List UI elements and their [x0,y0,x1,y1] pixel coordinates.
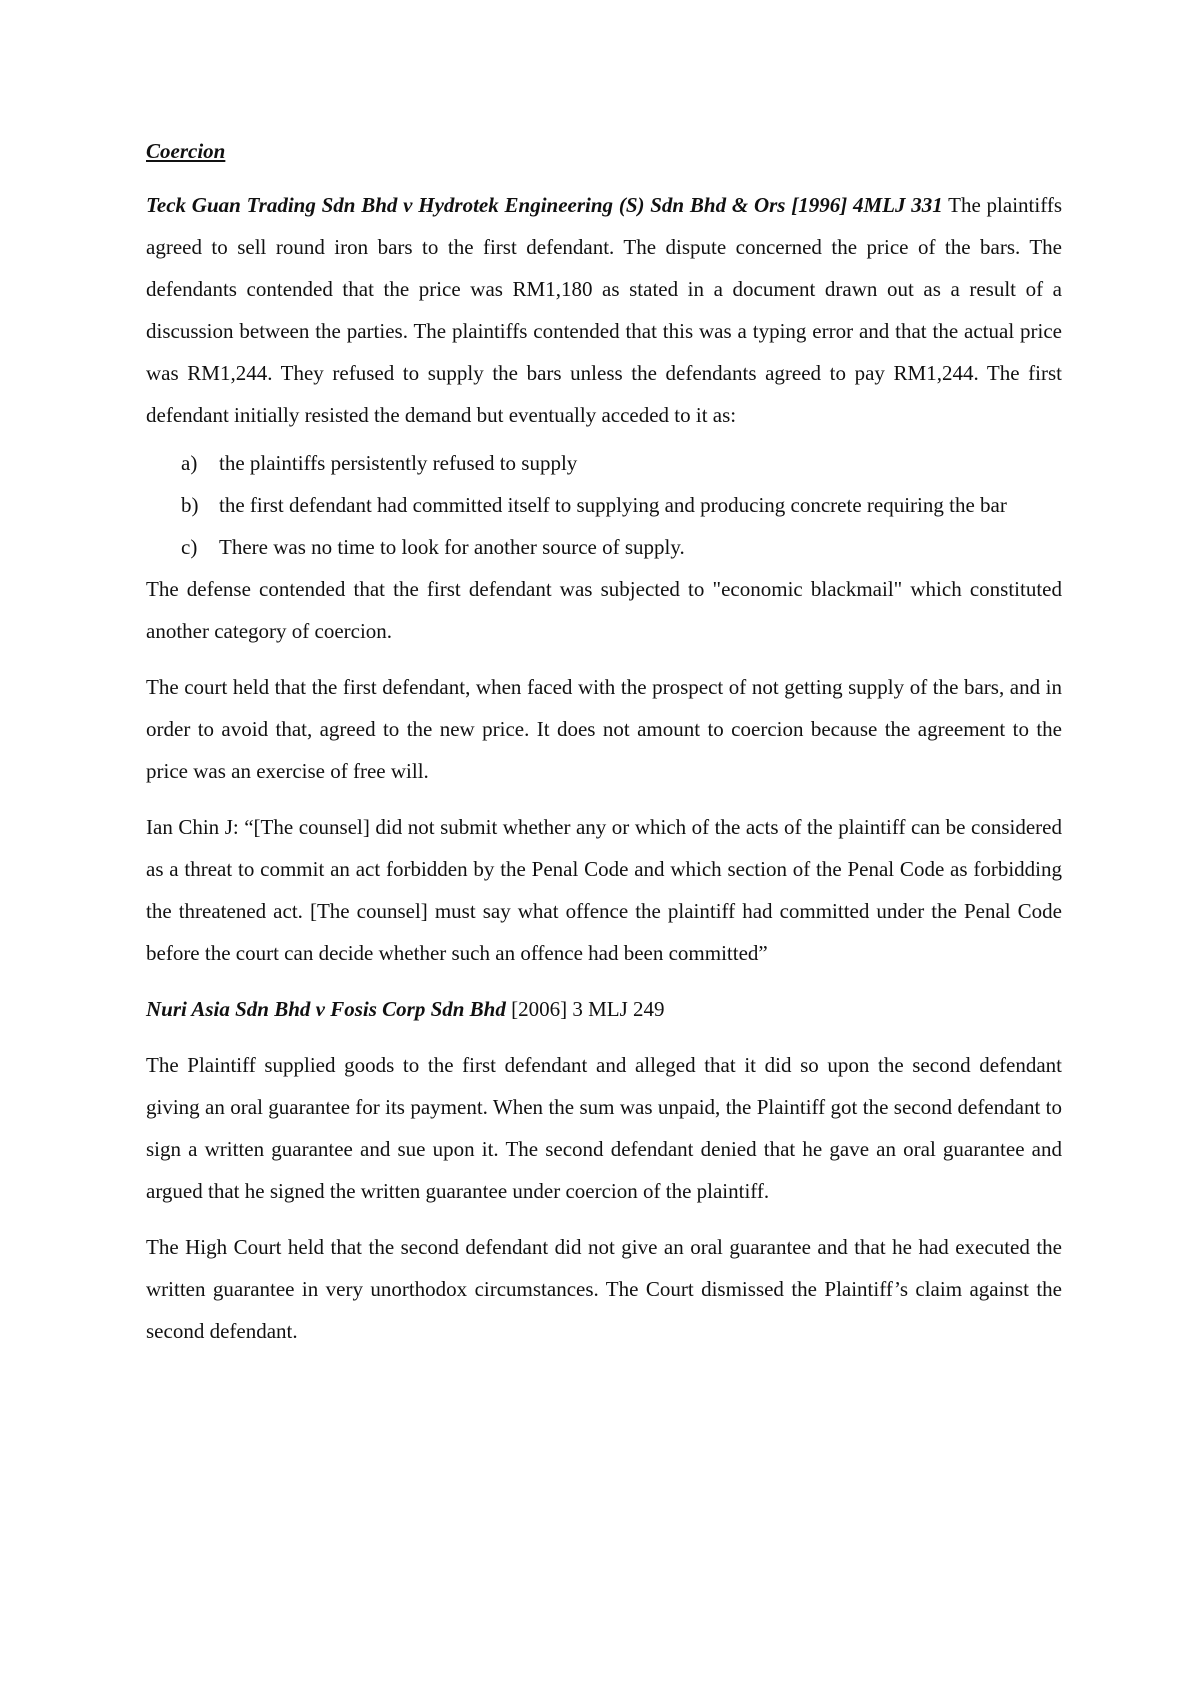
case2-name: Nuri Asia Sdn Bhd v Fosis Corp Sdn Bhd [146,997,506,1021]
list-marker: a) [181,451,198,475]
case1-name: Teck Guan Trading Sdn Bhd v Hydrotek Engineering (S) Sdn Bhd & Ors [1996] 4MLJ 331 [146,193,943,217]
case1-quote: Ian Chin J: “[The counsel] did not submit whether any or which of the acts of the plaintiff can be considered as a threat to commit an act forbidden by the Penal Code and which section of the Penal Code as forbidding the threatened act. [The counsel] must say what offence the plaintiff had committed under the Penal Code before the court can decide whether such an offence had been committed” [146,815,1062,965]
list-item-text: There was no time to look for another source of supply. [219,535,685,559]
list-item [146,442,1062,484]
list-marker: b) [181,493,199,517]
list-marker: c) [181,535,198,559]
case1-defense: The defense contended that the first defendant was subjected to "economic blackmail" which constituted another category of coercion. [146,577,1062,643]
case2-heading [146,988,1062,1030]
list-item-text: the plaintiffs persistently refused to supply [219,451,578,475]
case2-facts: The Plaintiff supplied goods to the first defendant and alleged that it did so upon the second defendant giving an oral guarantee for its payment. When the sum was unpaid, the Plaintiff got the second defendant to sign a written guarantee and sue upon it. The second defendant denied that he gave an oral guarantee and argued that he signed the written guarantee under coercion of the plaintiff. [146,1053,1062,1203]
list-item-text: the first defendant had committed itself to supplying and producing concrete requiring the bar [219,493,1007,517]
case2-citation: [2006] 3 MLJ 249 [505,997,665,1021]
case1-intro: The plaintiffs agreed to sell round iron bars to the first defendant. The dispute concerned the price of the bars. The defendants contended that the price was RM1,180 as stated in a document drawn out as a result of a discussion between the parties. The plaintiffs contended that this was a typing error and that the actual price was RM1,244. They refused to supply the bars unless the defendants agreed to pay RM1,244. The first defendant initially resisted the demand but eventually acceded to it as: [146,193,1062,427]
case2-held: The High Court held that the second defendant did not give an oral guarantee and that he had executed the written guarantee in very unorthodox circumstances. The Court dismissed the Plaintiff’s claim against the second defendant. [146,1235,1062,1343]
case1-held: The court held that the first defendant, when faced with the prospect of not getting supply of the bars, and in order to avoid that, agreed to the new price. It does not amount to coercion because the agreement to the price was an exercise of free will. [146,675,1062,783]
document-page [146,130,1062,1352]
list-item [146,526,1062,568]
page-heading: Coercion [146,139,226,163]
list-item [146,484,1062,526]
case1-paragraph [146,184,1062,436]
case1-reasons-list [146,442,1062,568]
